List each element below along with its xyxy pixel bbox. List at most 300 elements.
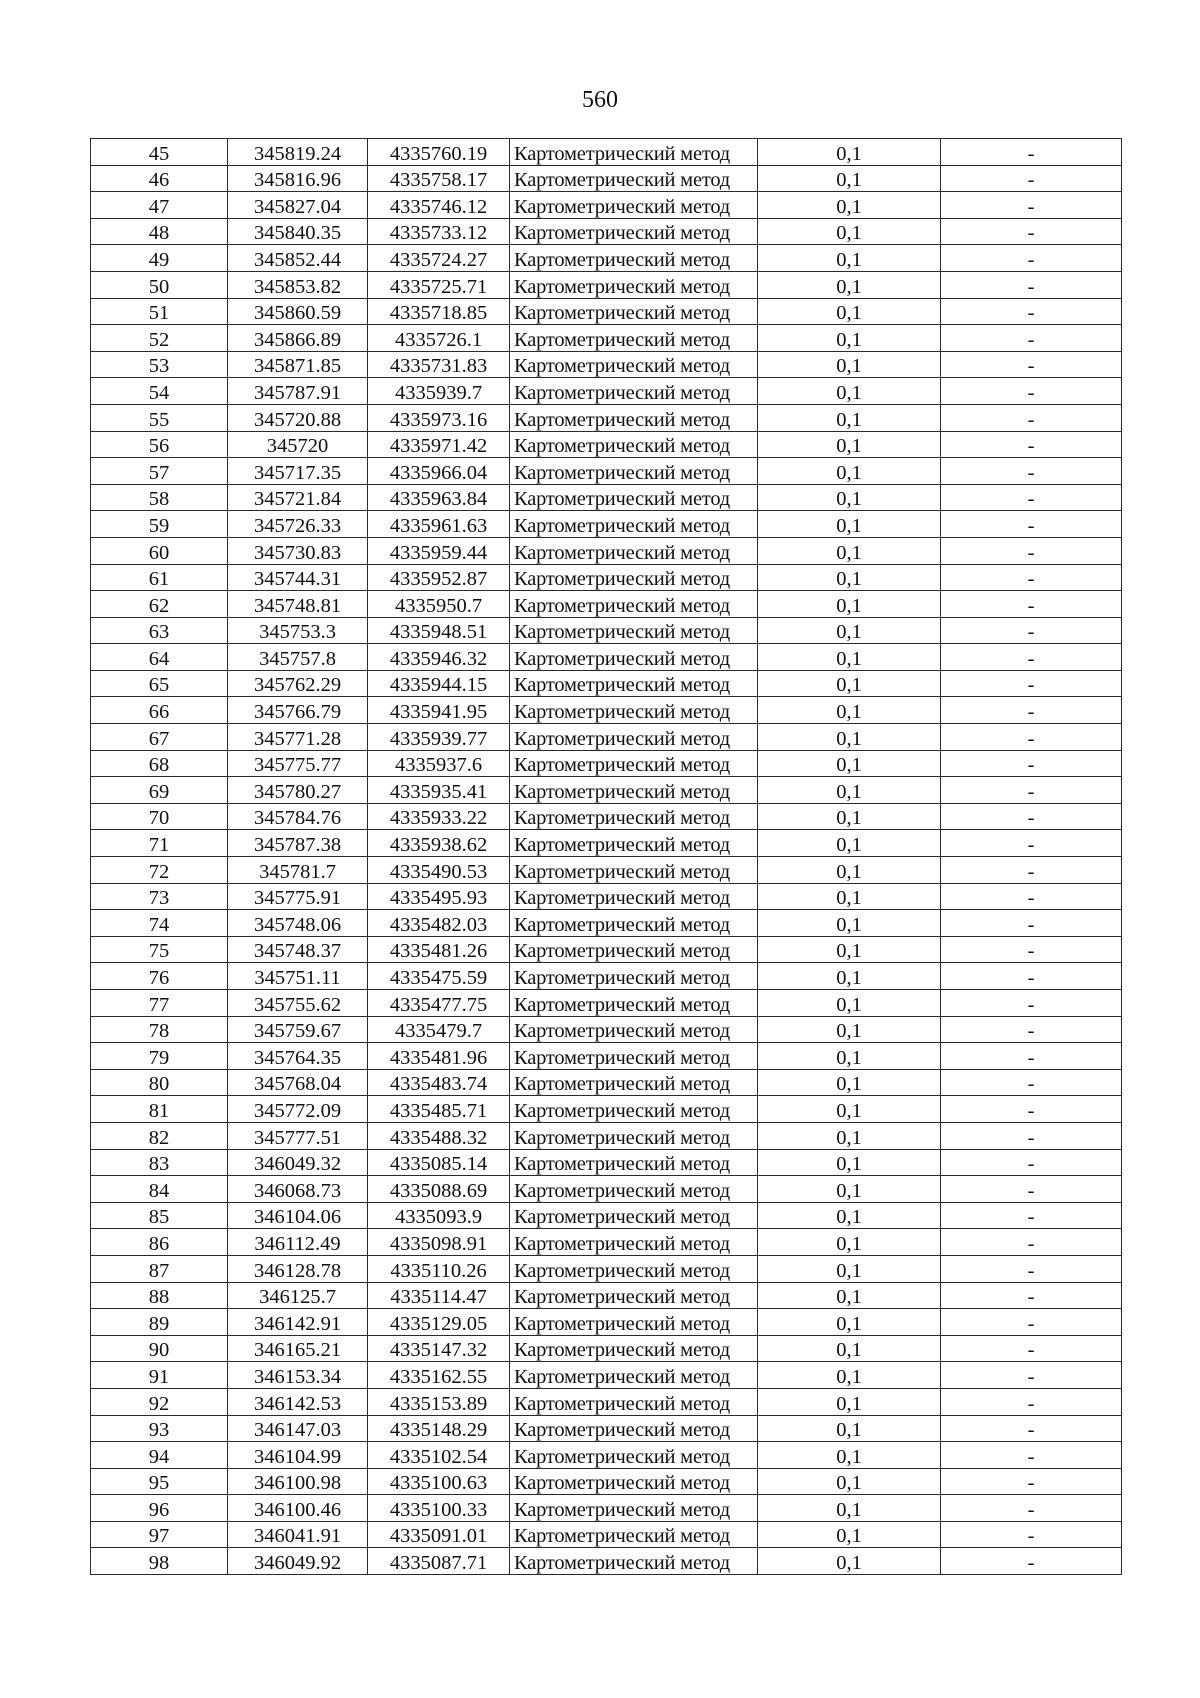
table-row [91,1282,1122,1309]
y-coordinate-cell: 4335481.96 [368,1043,510,1070]
point-number-cell: 71 [91,830,228,857]
table-row [91,1388,1122,1415]
method-cell: Картометрический метод [510,218,758,245]
accuracy-cell: 0,1 [758,1495,941,1522]
note-cell: - [941,325,1122,352]
x-coordinate-cell: 346104.06 [228,1202,368,1229]
accuracy-cell: 0,1 [758,1282,941,1309]
table-row [91,963,1122,990]
x-coordinate-cell: 345780.27 [228,777,368,804]
accuracy-cell: 0,1 [758,511,941,538]
x-coordinate-cell: 345840.35 [228,218,368,245]
point-number-cell: 92 [91,1388,228,1415]
y-coordinate-cell: 4335114.47 [368,1282,510,1309]
x-coordinate-cell: 345777.51 [228,1122,368,1149]
method-cell: Картометрический метод [510,1309,758,1336]
method-cell: Картометрический метод [510,245,758,272]
x-coordinate-cell: 346068.73 [228,1176,368,1203]
y-coordinate-cell: 4335733.12 [368,218,510,245]
point-number-cell: 70 [91,803,228,830]
x-coordinate-cell: 346049.92 [228,1548,368,1575]
method-cell: Картометрический метод [510,591,758,618]
accuracy-cell: 0,1 [758,564,941,591]
table-row [91,883,1122,910]
table-row [91,192,1122,219]
point-number-cell: 55 [91,404,228,431]
note-cell: - [941,617,1122,644]
method-cell: Картометрический метод [510,1362,758,1389]
x-coordinate-cell: 345748.81 [228,591,368,618]
table-row [91,1043,1122,1070]
method-cell: Картометрический метод [510,351,758,378]
note-cell: - [941,1016,1122,1043]
accuracy-cell: 0,1 [758,1069,941,1096]
point-number-cell: 95 [91,1468,228,1495]
table-row [91,750,1122,777]
point-number-cell: 60 [91,537,228,564]
note-cell: - [941,298,1122,325]
accuracy-cell: 0,1 [758,750,941,777]
table-row [91,1521,1122,1548]
method-cell: Картометрический метод [510,1282,758,1309]
method-cell: Картометрический метод [510,511,758,538]
note-cell: - [941,724,1122,751]
method-cell: Картометрический метод [510,325,758,352]
method-cell: Картометрический метод [510,139,758,166]
accuracy-cell: 0,1 [758,1149,941,1176]
table-row [91,1415,1122,1442]
note-cell: - [941,1335,1122,1362]
accuracy-cell: 0,1 [758,458,941,485]
accuracy-cell: 0,1 [758,245,941,272]
method-cell: Картометрический метод [510,963,758,990]
x-coordinate-cell: 345819.24 [228,139,368,166]
accuracy-cell: 0,1 [758,165,941,192]
accuracy-cell: 0,1 [758,537,941,564]
x-coordinate-cell: 345748.37 [228,936,368,963]
point-number-cell: 63 [91,617,228,644]
accuracy-cell: 0,1 [758,857,941,884]
y-coordinate-cell: 4335746.12 [368,192,510,219]
table-row [91,564,1122,591]
table-row [91,1016,1122,1043]
point-number-cell: 74 [91,910,228,937]
point-number-cell: 75 [91,936,228,963]
accuracy-cell: 0,1 [758,1521,941,1548]
accuracy-cell: 0,1 [758,1335,941,1362]
point-number-cell: 72 [91,857,228,884]
x-coordinate-cell: 346100.98 [228,1468,368,1495]
note-cell: - [941,830,1122,857]
point-number-cell: 87 [91,1255,228,1282]
note-cell: - [941,644,1122,671]
point-number-cell: 97 [91,1521,228,1548]
note-cell: - [941,1468,1122,1495]
x-coordinate-cell: 345866.89 [228,325,368,352]
x-coordinate-cell: 345775.91 [228,883,368,910]
y-coordinate-cell: 4335971.42 [368,431,510,458]
accuracy-cell: 0,1 [758,830,941,857]
accuracy-cell: 0,1 [758,910,941,937]
y-coordinate-cell: 4335485.71 [368,1096,510,1123]
y-coordinate-cell: 4335959.44 [368,537,510,564]
note-cell: - [941,1069,1122,1096]
table-row [91,139,1122,166]
point-number-cell: 57 [91,458,228,485]
note-cell: - [941,857,1122,884]
y-coordinate-cell: 4335760.19 [368,139,510,166]
y-coordinate-cell: 4335725.71 [368,271,510,298]
accuracy-cell: 0,1 [758,1122,941,1149]
accuracy-cell: 0,1 [758,591,941,618]
note-cell: - [941,431,1122,458]
point-number-cell: 78 [91,1016,228,1043]
accuracy-cell: 0,1 [758,298,941,325]
y-coordinate-cell: 4335085.14 [368,1149,510,1176]
x-coordinate-cell: 345726.33 [228,511,368,538]
point-number-cell: 50 [91,271,228,298]
table-row [91,910,1122,937]
point-number-cell: 51 [91,298,228,325]
method-cell: Картометрический метод [510,298,758,325]
x-coordinate-cell: 346142.91 [228,1309,368,1336]
table-row [91,1495,1122,1522]
x-coordinate-cell: 346049.32 [228,1149,368,1176]
method-cell: Картометрический метод [510,431,758,458]
coordinates-table [90,138,1122,1575]
y-coordinate-cell: 4335098.91 [368,1229,510,1256]
note-cell: - [941,1255,1122,1282]
method-cell: Картометрический метод [510,990,758,1017]
table-row [91,245,1122,272]
table-row [91,1229,1122,1256]
method-cell: Картометрический метод [510,617,758,644]
point-number-cell: 62 [91,591,228,618]
method-cell: Картометрический метод [510,271,758,298]
x-coordinate-cell: 346100.46 [228,1495,368,1522]
x-coordinate-cell: 345730.83 [228,537,368,564]
note-cell: - [941,511,1122,538]
point-number-cell: 73 [91,883,228,910]
accuracy-cell: 0,1 [758,1229,941,1256]
note-cell: - [941,1362,1122,1389]
y-coordinate-cell: 4335481.26 [368,936,510,963]
x-coordinate-cell: 345816.96 [228,165,368,192]
accuracy-cell: 0,1 [758,1202,941,1229]
y-coordinate-cell: 4335726.1 [368,325,510,352]
method-cell: Картометрический метод [510,1016,758,1043]
point-number-cell: 85 [91,1202,228,1229]
accuracy-cell: 0,1 [758,404,941,431]
table-row [91,1442,1122,1469]
point-number-cell: 45 [91,139,228,166]
accuracy-cell: 0,1 [758,378,941,405]
point-number-cell: 53 [91,351,228,378]
x-coordinate-cell: 345775.77 [228,750,368,777]
x-coordinate-cell: 345871.85 [228,351,368,378]
note-cell: - [941,484,1122,511]
table-row [91,1149,1122,1176]
x-coordinate-cell: 345753.3 [228,617,368,644]
note-cell: - [941,404,1122,431]
note-cell: - [941,564,1122,591]
table-row [91,1176,1122,1203]
y-coordinate-cell: 4335937.6 [368,750,510,777]
note-cell: - [941,1202,1122,1229]
x-coordinate-cell: 345787.38 [228,830,368,857]
table-row [91,325,1122,352]
note-cell: - [941,245,1122,272]
method-cell: Картометрический метод [510,750,758,777]
note-cell: - [941,192,1122,219]
y-coordinate-cell: 4335162.55 [368,1362,510,1389]
note-cell: - [941,378,1122,405]
x-coordinate-cell: 345771.28 [228,724,368,751]
method-cell: Картометрический метод [510,564,758,591]
note-cell: - [941,803,1122,830]
method-cell: Картометрический метод [510,1122,758,1149]
y-coordinate-cell: 4335100.63 [368,1468,510,1495]
method-cell: Картометрический метод [510,910,758,937]
x-coordinate-cell: 345860.59 [228,298,368,325]
x-coordinate-cell: 346153.34 [228,1362,368,1389]
note-cell: - [941,1548,1122,1575]
method-cell: Картометрический метод [510,697,758,724]
y-coordinate-cell: 4335100.33 [368,1495,510,1522]
point-number-cell: 64 [91,644,228,671]
note-cell: - [941,1122,1122,1149]
point-number-cell: 84 [91,1176,228,1203]
point-number-cell: 58 [91,484,228,511]
point-number-cell: 90 [91,1335,228,1362]
table-row [91,537,1122,564]
accuracy-cell: 0,1 [758,1415,941,1442]
accuracy-cell: 0,1 [758,1468,941,1495]
method-cell: Картометрический метод [510,165,758,192]
point-number-cell: 98 [91,1548,228,1575]
y-coordinate-cell: 4335475.59 [368,963,510,990]
accuracy-cell: 0,1 [758,1309,941,1336]
method-cell: Картометрический метод [510,670,758,697]
table-row [91,1202,1122,1229]
y-coordinate-cell: 4335088.69 [368,1176,510,1203]
point-number-cell: 91 [91,1362,228,1389]
accuracy-cell: 0,1 [758,139,941,166]
y-coordinate-cell: 4335946.32 [368,644,510,671]
y-coordinate-cell: 4335973.16 [368,404,510,431]
y-coordinate-cell: 4335153.89 [368,1388,510,1415]
y-coordinate-cell: 4335938.62 [368,830,510,857]
y-coordinate-cell: 4335148.29 [368,1415,510,1442]
point-number-cell: 49 [91,245,228,272]
x-coordinate-cell: 346125.7 [228,1282,368,1309]
table-row [91,1309,1122,1336]
method-cell: Картометрический метод [510,458,758,485]
x-coordinate-cell: 346041.91 [228,1521,368,1548]
x-coordinate-cell: 345720.88 [228,404,368,431]
coordinates-table-body [91,139,1122,1575]
method-cell: Картометрический метод [510,1096,758,1123]
y-coordinate-cell: 4335966.04 [368,458,510,485]
x-coordinate-cell: 346112.49 [228,1229,368,1256]
point-number-cell: 69 [91,777,228,804]
point-number-cell: 54 [91,378,228,405]
table-row [91,1255,1122,1282]
x-coordinate-cell: 345787.91 [228,378,368,405]
note-cell: - [941,963,1122,990]
accuracy-cell: 0,1 [758,1016,941,1043]
y-coordinate-cell: 4335950.7 [368,591,510,618]
x-coordinate-cell: 345717.35 [228,458,368,485]
x-coordinate-cell: 345759.67 [228,1016,368,1043]
method-cell: Картометрический метод [510,1069,758,1096]
accuracy-cell: 0,1 [758,1362,941,1389]
x-coordinate-cell: 346147.03 [228,1415,368,1442]
accuracy-cell: 0,1 [758,990,941,1017]
note-cell: - [941,1096,1122,1123]
note-cell: - [941,1149,1122,1176]
table-row [91,511,1122,538]
method-cell: Картометрический метод [510,1388,758,1415]
table-row [91,830,1122,857]
method-cell: Картометрический метод [510,1229,758,1256]
accuracy-cell: 0,1 [758,431,941,458]
note-cell: - [941,1388,1122,1415]
method-cell: Картометрический метод [510,857,758,884]
accuracy-cell: 0,1 [758,218,941,245]
y-coordinate-cell: 4335093.9 [368,1202,510,1229]
note-cell: - [941,139,1122,166]
note-cell: - [941,1282,1122,1309]
method-cell: Картометрический метод [510,404,758,431]
note-cell: - [941,1495,1122,1522]
point-number-cell: 80 [91,1069,228,1096]
note-cell: - [941,990,1122,1017]
x-coordinate-cell: 345852.44 [228,245,368,272]
y-coordinate-cell: 4335482.03 [368,910,510,937]
y-coordinate-cell: 4335939.77 [368,724,510,751]
y-coordinate-cell: 4335488.32 [368,1122,510,1149]
table-row [91,298,1122,325]
method-cell: Картометрический метод [510,883,758,910]
accuracy-cell: 0,1 [758,724,941,751]
y-coordinate-cell: 4335477.75 [368,990,510,1017]
table-row [91,617,1122,644]
y-coordinate-cell: 4335479.7 [368,1016,510,1043]
y-coordinate-cell: 4335952.87 [368,564,510,591]
table-row [91,431,1122,458]
accuracy-cell: 0,1 [758,936,941,963]
method-cell: Картометрический метод [510,1202,758,1229]
table-row [91,724,1122,751]
y-coordinate-cell: 4335110.26 [368,1255,510,1282]
method-cell: Картометрический метод [510,936,758,963]
point-number-cell: 48 [91,218,228,245]
table-row [91,1468,1122,1495]
table-row [91,591,1122,618]
accuracy-cell: 0,1 [758,1176,941,1203]
point-number-cell: 83 [91,1149,228,1176]
note-cell: - [941,777,1122,804]
method-cell: Картометрический метод [510,1442,758,1469]
note-cell: - [941,537,1122,564]
x-coordinate-cell: 346128.78 [228,1255,368,1282]
point-number-cell: 89 [91,1309,228,1336]
x-coordinate-cell: 346104.99 [228,1442,368,1469]
note-cell: - [941,458,1122,485]
accuracy-cell: 0,1 [758,1388,941,1415]
table-row [91,1335,1122,1362]
note-cell: - [941,1309,1122,1336]
x-coordinate-cell: 345755.62 [228,990,368,1017]
x-coordinate-cell: 345751.11 [228,963,368,990]
y-coordinate-cell: 4335948.51 [368,617,510,644]
y-coordinate-cell: 4335731.83 [368,351,510,378]
point-number-cell: 52 [91,325,228,352]
table-row [91,484,1122,511]
note-cell: - [941,910,1122,937]
method-cell: Картометрический метод [510,777,758,804]
accuracy-cell: 0,1 [758,963,941,990]
point-number-cell: 47 [91,192,228,219]
x-coordinate-cell: 345853.82 [228,271,368,298]
accuracy-cell: 0,1 [758,670,941,697]
method-cell: Картометрический метод [510,1468,758,1495]
y-coordinate-cell: 4335490.53 [368,857,510,884]
table-row [91,670,1122,697]
method-cell: Картометрический метод [510,1521,758,1548]
method-cell: Картометрический метод [510,1415,758,1442]
y-coordinate-cell: 4335087.71 [368,1548,510,1575]
point-number-cell: 59 [91,511,228,538]
accuracy-cell: 0,1 [758,1043,941,1070]
accuracy-cell: 0,1 [758,777,941,804]
note-cell: - [941,936,1122,963]
table-row [91,458,1122,485]
point-number-cell: 94 [91,1442,228,1469]
x-coordinate-cell: 345764.35 [228,1043,368,1070]
x-coordinate-cell: 345781.7 [228,857,368,884]
note-cell: - [941,591,1122,618]
note-cell: - [941,883,1122,910]
point-number-cell: 46 [91,165,228,192]
method-cell: Картометрический метод [510,484,758,511]
accuracy-cell: 0,1 [758,1255,941,1282]
method-cell: Картометрический метод [510,724,758,751]
method-cell: Картометрический метод [510,803,758,830]
table-row [91,777,1122,804]
y-coordinate-cell: 4335483.74 [368,1069,510,1096]
point-number-cell: 68 [91,750,228,777]
point-number-cell: 76 [91,963,228,990]
point-number-cell: 65 [91,670,228,697]
note-cell: - [941,351,1122,378]
accuracy-cell: 0,1 [758,1442,941,1469]
x-coordinate-cell: 345766.79 [228,697,368,724]
table-row [91,218,1122,245]
note-cell: - [941,1415,1122,1442]
y-coordinate-cell: 4335933.22 [368,803,510,830]
point-number-cell: 56 [91,431,228,458]
y-coordinate-cell: 4335102.54 [368,1442,510,1469]
method-cell: Картометрический метод [510,378,758,405]
y-coordinate-cell: 4335495.93 [368,883,510,910]
y-coordinate-cell: 4335939.7 [368,378,510,405]
table-row [91,378,1122,405]
point-number-cell: 82 [91,1122,228,1149]
accuracy-cell: 0,1 [758,644,941,671]
y-coordinate-cell: 4335963.84 [368,484,510,511]
